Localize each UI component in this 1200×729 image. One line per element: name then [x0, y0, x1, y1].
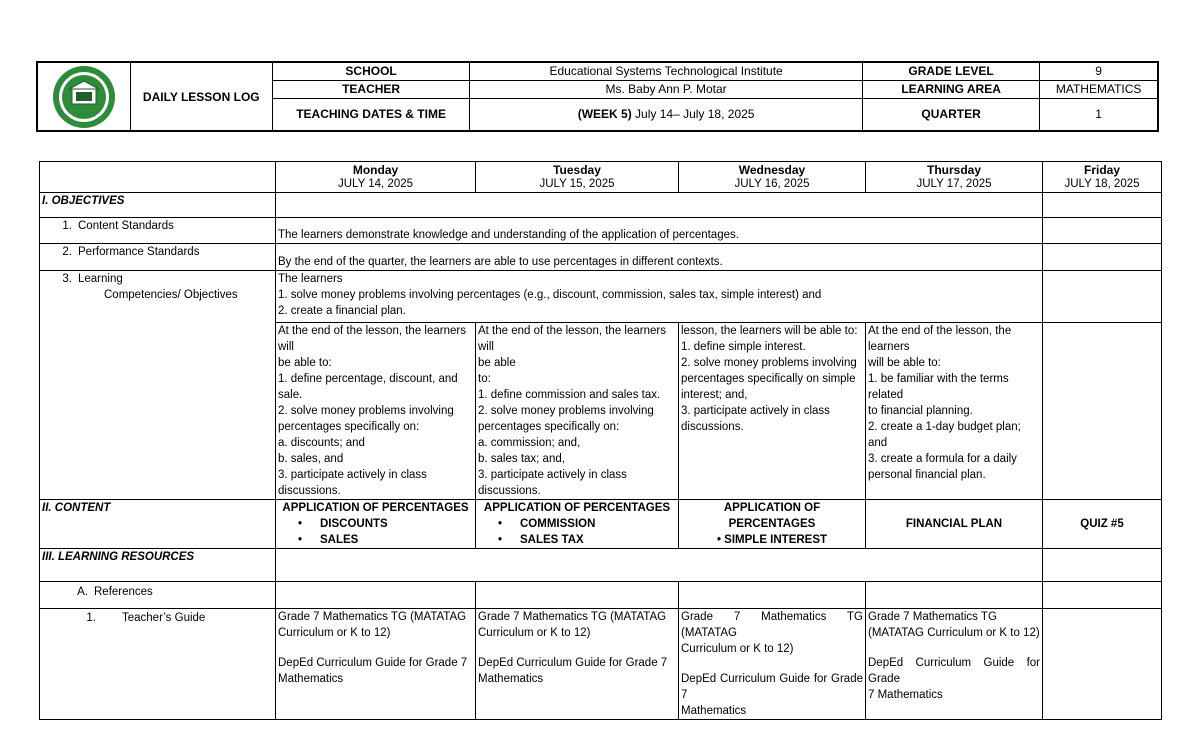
- school-logo-cell: [37, 62, 130, 131]
- learning-area-label: LEARNING AREA: [862, 80, 1039, 98]
- corner-cell: [40, 162, 276, 193]
- content-thursday: FINANCIAL PLAN: [866, 500, 1043, 549]
- objectives-tuesday: At the end of the lesson, the learners will be able to: 1. define commission and sales tax. 2. solve money problems involving percentages specifically on: a. commission; and, b. sales tax; and, 3. participate actively in class discussions.: [476, 323, 679, 500]
- quarter-label: QUARTER: [862, 98, 1039, 131]
- objectives-blank: [276, 193, 1043, 218]
- grade-level-value: 9: [1040, 62, 1158, 80]
- references-thursday: [866, 582, 1043, 609]
- references-label: A. References: [40, 582, 276, 609]
- school-logo-icon: [45, 64, 123, 130]
- performance-standards-text: By the end of the quarter, the learners are able to use percentages in different contexts.: [276, 244, 1043, 271]
- day-thursday: Thursday JULY 17, 2025: [866, 162, 1043, 193]
- content-standards-text: The learners demonstrate knowledge and understanding of the application of percentages.: [276, 218, 1043, 244]
- teachers-guide-wednesday: Grade 7 Mathematics TG (MATATAG Curriculum or K to 12) DepEd Curriculum Guide for Grade 7 Mathematics: [679, 609, 866, 720]
- performance-standards-label: 2. Performance Standards: [40, 244, 276, 271]
- teachers-guide-label: 1. Teacher’s Guide: [40, 609, 276, 720]
- teacher-label: TEACHER: [272, 80, 469, 98]
- competencies-friday: [1043, 271, 1162, 323]
- date-range: July 14– July 18, 2025: [631, 107, 755, 122]
- quarter-value: 1: [1040, 98, 1158, 131]
- teachers-guide-friday: [1043, 609, 1162, 720]
- grade-level-label: GRADE LEVEL: [862, 62, 1039, 80]
- content-heading: II. CONTENT: [40, 500, 276, 549]
- objectives-wednesday: lesson, the learners will be able to: 1. define simple interest. 2. solve money problems involving percentages specifically on simple interest; and, 3. participate actively in class discussions.: [679, 323, 866, 500]
- learning-resources-friday: [1043, 549, 1162, 582]
- log-title: DAILY LESSON LOG: [130, 62, 272, 131]
- teaching-dates-label: TEACHING DATES & TIME: [272, 98, 469, 131]
- day-monday: Monday JULY 14, 2025: [276, 162, 476, 193]
- teachers-guide-monday: Grade 7 Mathematics TG (MATATAG Curriculum or K to 12) DepEd Curriculum Guide for Grade 7 Mathematics: [276, 609, 476, 720]
- references-tuesday: [476, 582, 679, 609]
- day-tuesday: Tuesday JULY 15, 2025: [476, 162, 679, 193]
- content-monday: APPLICATION OF PERCENTAGES • DISCOUNTS • SALES: [276, 500, 476, 549]
- teachers-guide-tuesday: Grade 7 Mathematics TG (MATATAG Curriculum or K to 12) DepEd Curriculum Guide for Grade 7 Mathematics: [476, 609, 679, 720]
- header-table: [36, 61, 1159, 132]
- objectives-friday: [1043, 193, 1162, 218]
- learning-resources-blank: [276, 549, 1043, 582]
- day-wednesday: Wednesday JULY 16, 2025: [679, 162, 866, 193]
- teachers-guide-thursday: Grade 7 Mathematics TG (MATATAG Curriculum or K to 12) DepEd Curriculum Guide for Grade 7 Mathematics: [866, 609, 1043, 720]
- content-standards-friday: [1043, 218, 1162, 244]
- content-friday: QUIZ #5: [1043, 500, 1162, 549]
- content-standards-label: 1. Content Standards: [40, 218, 276, 244]
- week-label: (WEEK 5): [577, 107, 632, 122]
- objectives-thursday: At the end of the lesson, the learners will be able to: 1. be familiar with the terms related to financial planning. 2. create a 1-day budget plan; and 3. create a formula for a daily personal financial plan.: [866, 323, 1043, 500]
- lesson-log-table: [39, 161, 1162, 720]
- school-label: SCHOOL: [272, 62, 469, 80]
- teaching-dates-value: [470, 98, 863, 131]
- teacher-value: Ms. Baby Ann P. Motar: [470, 80, 863, 98]
- objectives-friday-empty: [1043, 323, 1162, 500]
- content-tuesday: APPLICATION OF PERCENTAGES • COMMISSION • SALES TAX: [476, 500, 679, 549]
- objectives-heading: I. OBJECTIVES: [40, 193, 276, 218]
- day-header-row: [40, 162, 1162, 193]
- objectives-monday: At the end of the lesson, the learners will be able to: 1. define percentage, discount, and sale. 2. solve money problems involving percentages specifically on: a. discounts; and b. sales, and 3. participate actively in class discussions.: [276, 323, 476, 500]
- competencies-label: 3. Learning Competencies/ Objectives: [40, 271, 276, 500]
- content-wednesday: APPLICATION OF PERCENTAGES • SIMPLE INTEREST: [679, 500, 866, 549]
- school-value: Educational Systems Technological Institute: [470, 62, 863, 80]
- performance-standards-friday: [1043, 244, 1162, 271]
- references-friday: [1043, 582, 1162, 609]
- references-monday: [276, 582, 476, 609]
- learning-resources-heading: III. LEARNING RESOURCES: [40, 549, 276, 582]
- references-wednesday: [679, 582, 866, 609]
- competencies-text: The learners 1. solve money problems involving percentages (e.g., discount, commission, sales tax, simple interest) and 2. create a financial plan.: [276, 271, 1043, 323]
- day-friday: Friday JULY 18, 2025: [1043, 162, 1162, 193]
- learning-area-value: MATHEMATICS: [1040, 80, 1158, 98]
